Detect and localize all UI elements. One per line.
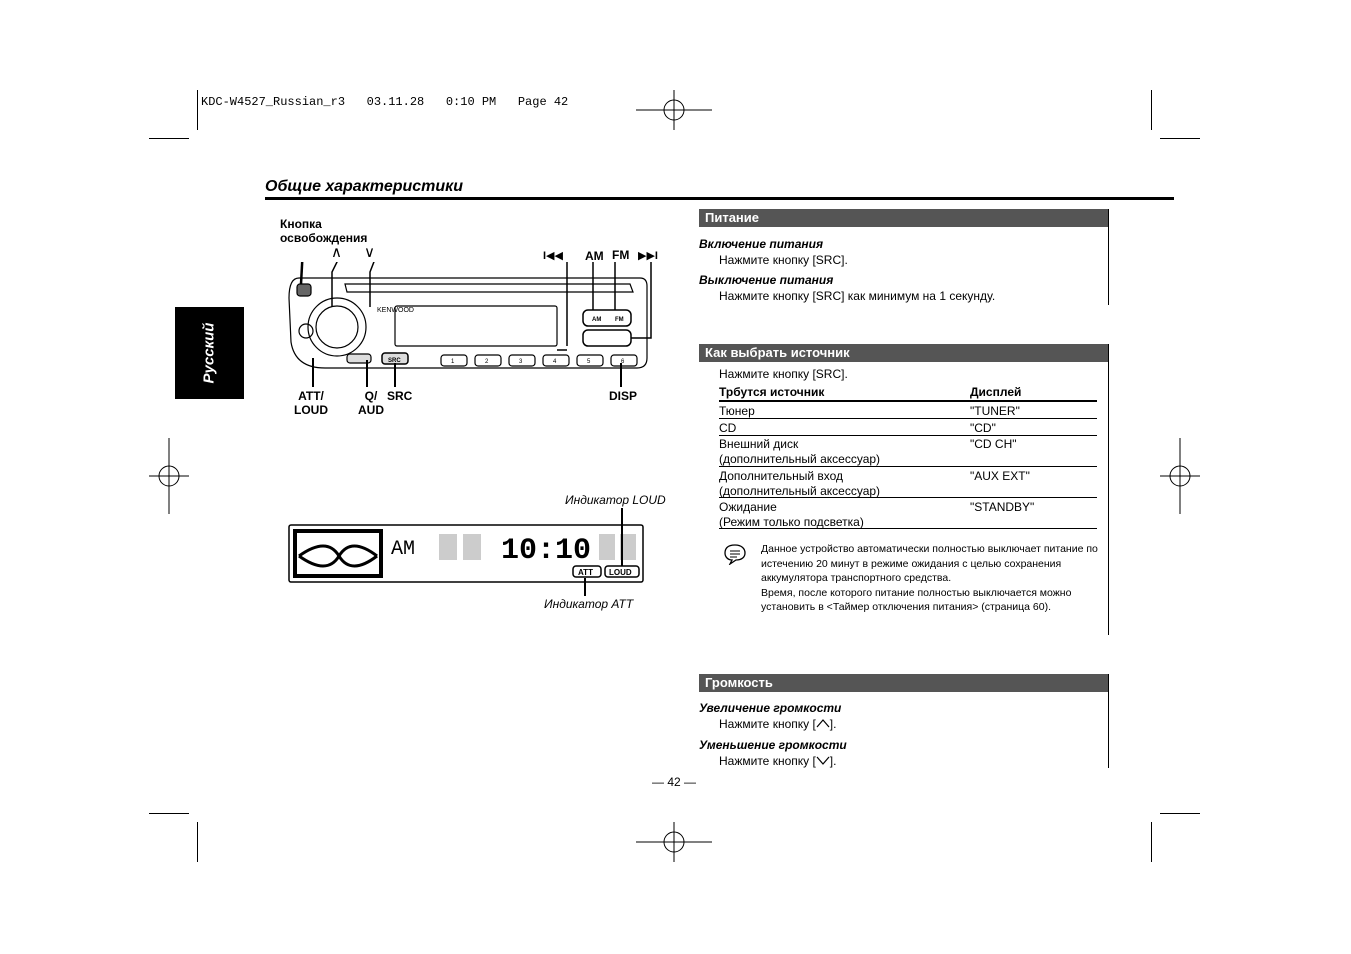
preset-2: 2	[485, 359, 489, 365]
table-row	[719, 500, 1097, 529]
att-indicator-label: Индикатор ATT	[544, 597, 634, 611]
table-row	[719, 437, 1097, 467]
preset-5: 5	[587, 359, 591, 365]
display-clock: 10:10	[501, 534, 592, 568]
page-number: — 42 —	[652, 775, 697, 789]
col-source: Трбутся источник	[719, 385, 825, 399]
power-off-text: Нажмите кнопку [SRC] как минимум на 1 секунду.	[719, 289, 996, 303]
am-button-text: AM	[592, 317, 602, 323]
row-source: Дополнительный вход (дополнительный аксессуар)	[719, 469, 881, 498]
volume-down-text-post: ].	[829, 754, 837, 768]
disp-label: DISP	[609, 389, 638, 403]
faceplate-illustration	[285, 262, 665, 390]
preset-4: 4	[553, 359, 557, 365]
source-heading: Как выбрать источник	[699, 344, 1109, 362]
fm-button-text: FM	[615, 317, 624, 323]
prev-track-label: I◀◀	[543, 250, 563, 262]
row-display: "TUNER"	[970, 404, 1020, 418]
table-header	[719, 385, 1097, 402]
volume-heading: Громкость	[699, 674, 1109, 692]
title-rule	[265, 197, 1174, 200]
volume-down-title: Уменьшение громкости	[699, 738, 847, 752]
volume-up-text-pre: Нажмите кнопку [	[719, 717, 816, 731]
page-title: Общие характеристики	[265, 178, 464, 195]
col-display: Дисплей	[970, 385, 1022, 399]
row-source: Внешний диск (дополнительный аксессуар)	[719, 437, 881, 466]
row-display: "STANDBY"	[970, 500, 1035, 514]
fm-label: FM	[612, 248, 630, 262]
display-band: AM	[391, 538, 416, 561]
section-rule	[1108, 674, 1109, 768]
language-tab-label: Русский	[200, 322, 218, 384]
note-icon	[723, 543, 747, 565]
am-label: AM	[585, 249, 604, 263]
volume-down-label: ∨	[364, 244, 375, 261]
volume-down-text-pre: Нажмите кнопку [	[719, 754, 816, 768]
row-display: "CD CH"	[970, 437, 1017, 451]
preset-3: 3	[519, 359, 523, 365]
row-source: CD	[719, 421, 737, 435]
lcd-display-illustration	[287, 506, 647, 596]
row-source: Ожидание (Режим только подсветка)	[719, 500, 864, 529]
loud-indicator-label: Индикатор LOUD	[565, 493, 666, 507]
src-button-text: SRC	[388, 358, 401, 364]
power-heading: Питание	[699, 209, 1109, 227]
chevron-down-icon	[816, 755, 830, 765]
note-text: Данное устройство автоматически полностью выключает питание по истечению 20 минут в режиме ожидания с целью сохранения аккумулятора транспортного средства. Время, после которого питание полностью выключается можно установить в <Таймер отключения питания> (страница 60).	[761, 543, 1098, 613]
volume-up-title: Увеличение громкости	[699, 701, 842, 715]
power-on-title: Включение питания	[699, 237, 824, 251]
volume-up-label: ∧	[331, 244, 342, 261]
next-track-label: ▶▶I	[638, 250, 658, 262]
q-aud-label: Q/ AUD	[358, 389, 384, 417]
table-row	[719, 404, 1097, 419]
power-off-title: Выключение питания	[699, 273, 834, 287]
preset-6: 6	[621, 359, 625, 365]
preset-1: 1	[451, 359, 455, 365]
power-on-text: Нажмите кнопку [SRC].	[719, 253, 848, 267]
display-loud: LOUD	[609, 568, 632, 577]
source-intro: Нажмите кнопку [SRC].	[719, 367, 848, 381]
control-knob	[308, 298, 366, 356]
file-info: KDC-W4527_Russian_r3 03.11.28 0:10 PM Page 42	[201, 95, 569, 109]
chevron-up-icon	[816, 718, 830, 728]
table-row	[719, 469, 1097, 498]
release-button-label: Кнопка освобождения	[280, 217, 368, 245]
table-row	[719, 421, 1097, 436]
volume-up-text	[719, 717, 836, 731]
row-display: "AUX EXT"	[970, 469, 1030, 483]
language-tab	[175, 307, 244, 399]
section-rule	[1108, 344, 1109, 635]
row-source: Тюнер	[719, 404, 755, 418]
volume-up-text-post: ].	[829, 717, 837, 731]
row-display: "CD"	[970, 421, 996, 435]
display-att: ATT	[578, 568, 593, 577]
att-loud-label: ATT/ LOUD	[294, 389, 328, 417]
volume-down-text	[719, 754, 836, 768]
brand-text: KENWOOD	[377, 307, 414, 314]
src-label: SRC	[387, 389, 413, 403]
section-rule	[1108, 209, 1109, 305]
